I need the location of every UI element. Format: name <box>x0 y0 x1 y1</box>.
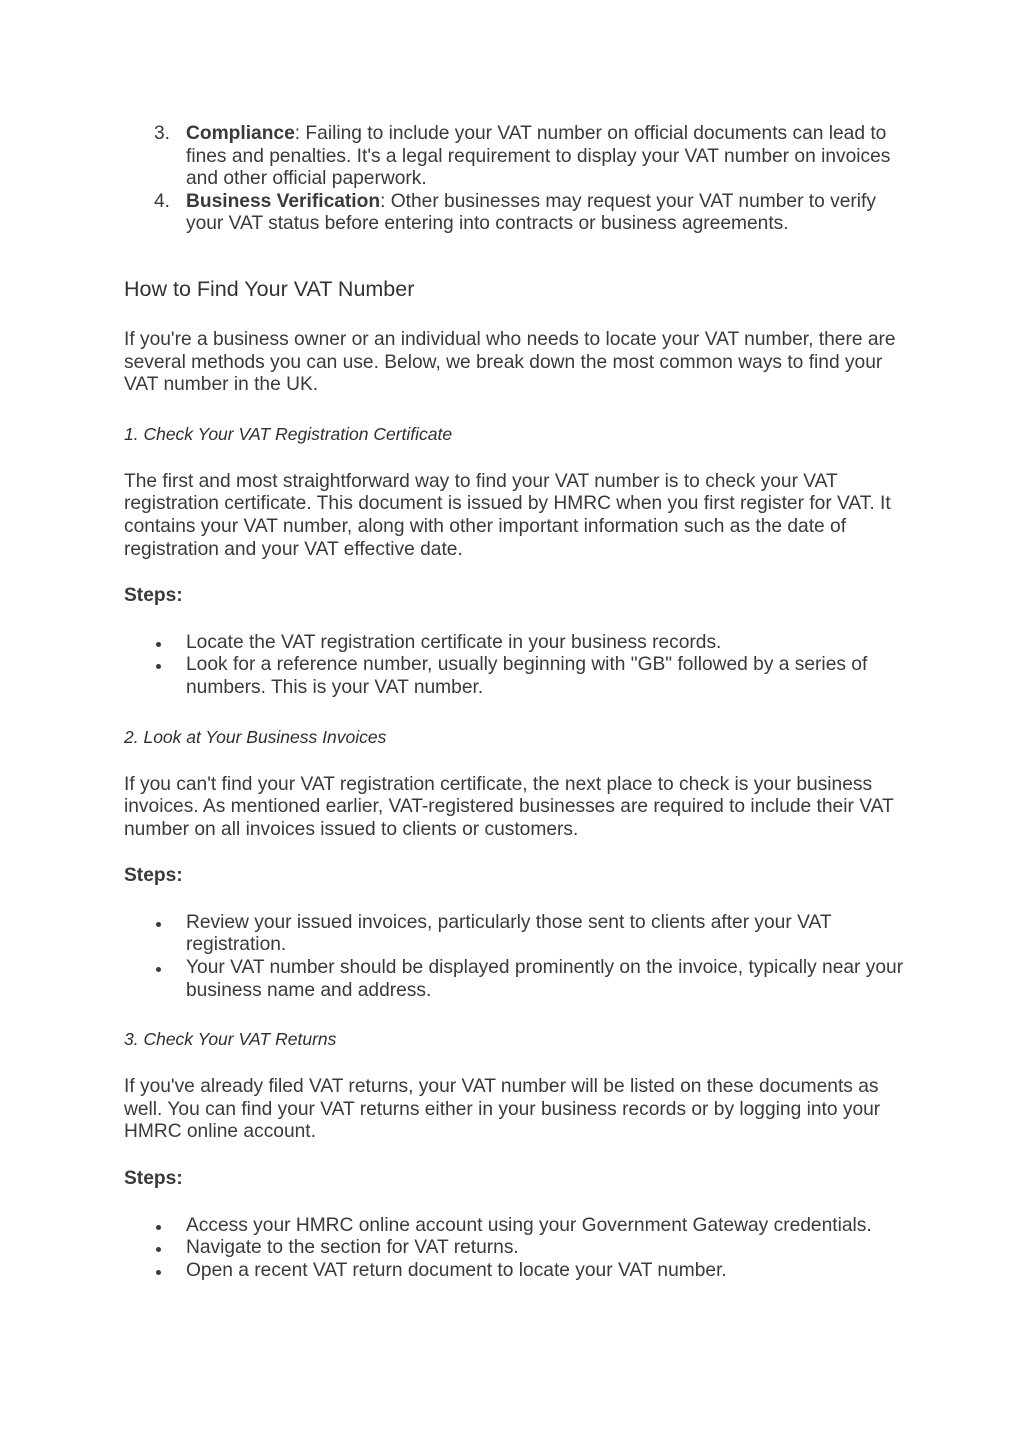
list-number: 4. <box>154 190 171 212</box>
list-item <box>124 1237 914 1260</box>
list-item <box>124 123 914 191</box>
numbered-list <box>124 123 914 236</box>
list-term: Business Verification <box>186 190 381 212</box>
list-text: : Other businesses may request your VAT number to verify your VAT status before entering into contracts or business agreements. <box>186 190 876 235</box>
step-text: Access your HMRC online account using your Government Gateway credentials. <box>186 1214 872 1236</box>
list-item <box>124 654 914 699</box>
subsection-title: 1. Check Your VAT Registration Certificate <box>124 423 453 444</box>
step-text: Your VAT number should be displayed prominently on the invoice, typically near your business name and address. <box>186 957 904 1001</box>
subsection-title: 3. Check Your VAT Returns <box>124 1029 337 1050</box>
list-item <box>124 632 914 655</box>
list-item <box>124 1260 914 1283</box>
subsection-body: The first and most straightforward way to find your VAT number is to check your VAT registration certificate. This document is issued by HMRC when you first register for VAT. It contains your VAT number, along with other important information such as the date of registration and your VAT effective date. <box>124 470 891 560</box>
subsection-body: If you can't find your VAT registration certificate, the next place to check is your business invoices. As mentioned earlier, VAT-registered businesses are required to include their VAT number on all invoices issued to clients or customers. <box>124 773 894 840</box>
bullet-icon <box>156 1270 161 1275</box>
steps-list <box>124 1215 914 1283</box>
steps-list <box>124 912 914 1002</box>
list-text: : Failing to include your VAT number on official documents can lead to fines and penalties. It's a legal requirement to display your VAT number on invoices and other official paperwork. <box>186 123 891 190</box>
steps-list <box>124 632 914 700</box>
subsection-title: 2. Look at Your Business Invoices <box>124 726 387 747</box>
list-item <box>124 191 914 236</box>
bullet-icon <box>156 1225 161 1230</box>
bullet-icon <box>156 1247 161 1252</box>
steps-label: Steps: <box>124 865 183 887</box>
steps-label: Steps: <box>124 585 183 607</box>
list-item <box>124 957 914 1002</box>
bullet-icon <box>156 664 161 669</box>
bullet-icon <box>156 967 161 972</box>
step-text: Locate the VAT registration certificate in your business records. <box>186 631 722 653</box>
document-content <box>124 123 914 1282</box>
subsection-body: If you've already filed VAT returns, your VAT number will be listed on these documents as well. You can find your VAT returns either in your business records or by logging into your HMRC online account. <box>124 1076 881 1143</box>
list-item <box>124 1215 914 1238</box>
bullet-icon <box>156 642 161 647</box>
bullet-icon <box>156 922 161 927</box>
section-heading: How to Find Your VAT Number <box>124 276 415 301</box>
list-item <box>124 912 914 957</box>
list-number: 3. <box>154 123 171 144</box>
step-text: Navigate to the section for VAT returns. <box>186 1237 519 1259</box>
step-text: Review your issued invoices, particularly those sent to clients after your VAT registration. <box>186 911 832 956</box>
intro-paragraph: If you're a business owner or an individual who needs to locate your VAT number, there are several methods you can use. Below, we break down the most common ways to find your VAT number in the UK. <box>124 328 896 396</box>
steps-label: Steps: <box>124 1168 183 1190</box>
step-text: Open a recent VAT return document to locate your VAT number. <box>186 1259 727 1281</box>
list-term: Compliance <box>186 123 295 144</box>
step-text: Look for a reference number, usually beginning with "GB" followed by a series of numbers. This is your VAT number. <box>186 654 868 698</box>
